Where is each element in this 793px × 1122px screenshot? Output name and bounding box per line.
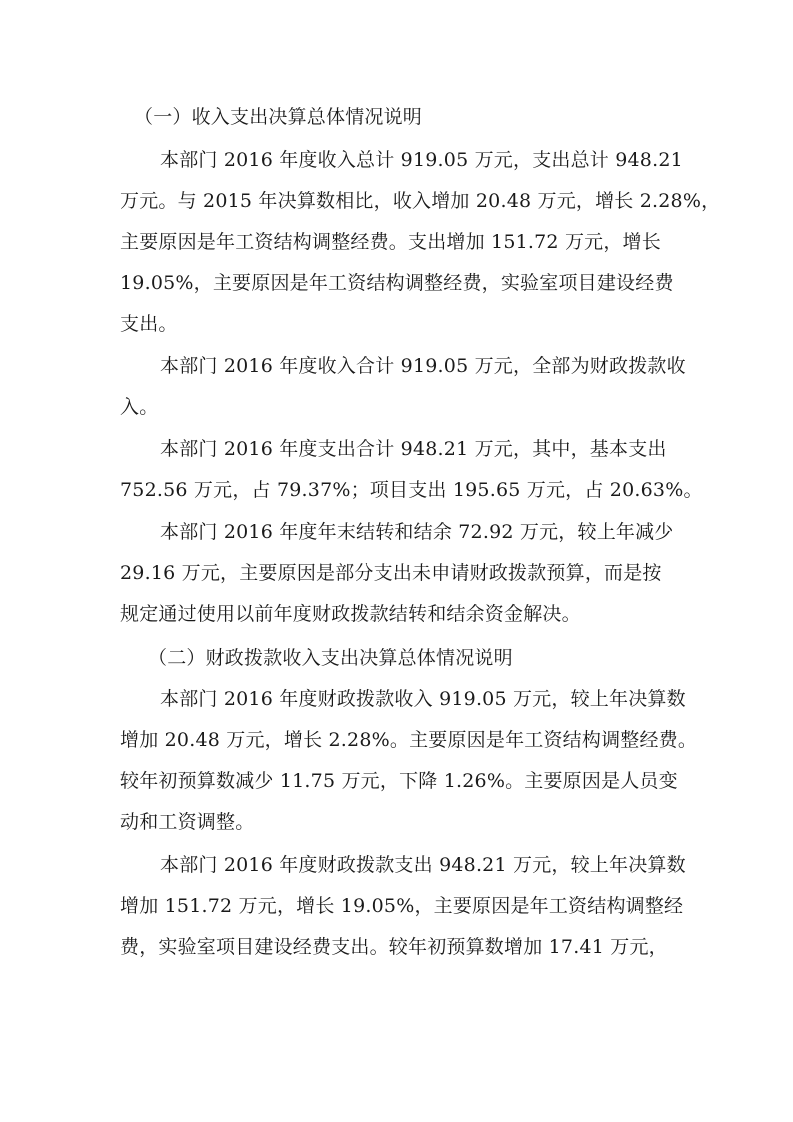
paragraph-line: 19.05%，主要原因是年工资结构调整经费，实验室项目建设经费 [120, 272, 674, 294]
paragraph-line: 本部门 2016 年度支出合计 948.21 万元，其中，基本支出 [160, 438, 667, 460]
paragraph-line: 29.16 万元，主要原因是部分支出未申请财政拨款预算，而是按 [120, 562, 662, 584]
paragraph-line: 752.56 万元，占 79.37%；项目支出 195.65 万元，占 20.63%。 [120, 479, 703, 501]
paragraph-line: 规定通过使用以前年度财政拨款结转和结余资金解决。 [120, 603, 581, 625]
paragraph-line: 本部门 2016 年度年末结转和结余 72.92 万元，较上年减少 [160, 521, 674, 543]
paragraph-line: 万元。与 2015 年决算数相比，收入增加 20.48 万元，增长 2.28%， [120, 190, 721, 212]
paragraph-line: 本部门 2016 年度财政拨款收入 919.05 万元，较上年决算数 [160, 688, 686, 710]
paragraph-line: 增加 20.48 万元，增长 2.28%。主要原因是年工资结构调整经费。 [120, 729, 698, 751]
paragraph-line: 支出。 [120, 313, 178, 335]
section-heading-fiscal-appropriation: （二）财政拨款收入支出决算总体情况说明 [148, 647, 513, 669]
paragraph-line: 入。 [120, 396, 159, 418]
section-heading-income-expense: （一）收入支出决算总体情况说明 [134, 106, 423, 128]
paragraph-line: 主要原因是年工资结构调整经费。支出增加 151.72 万元，增长 [120, 231, 661, 253]
paragraph-line: 增加 151.72 万元，增长 19.05%，主要原因是年工资结构调整经 [120, 895, 684, 917]
paragraph-line: 本部门 2016 年度收入总计 919.05 万元，支出总计 948.21 [160, 149, 683, 171]
paragraph-line: 较年初预算数减少 11.75 万元，下降 1.26%。主要原因是人员变 [120, 770, 678, 792]
paragraph-line: 费，实验室项目建设经费支出。较年初预算数增加 17.41 万元， [120, 936, 668, 958]
paragraph-line: 动和工资调整。 [120, 811, 255, 833]
paragraph-line: 本部门 2016 年度财政拨款支出 948.21 万元，较上年决算数 [160, 854, 686, 876]
paragraph-line: 本部门 2016 年度收入合计 919.05 万元，全部为财政拨款收 [160, 355, 686, 377]
